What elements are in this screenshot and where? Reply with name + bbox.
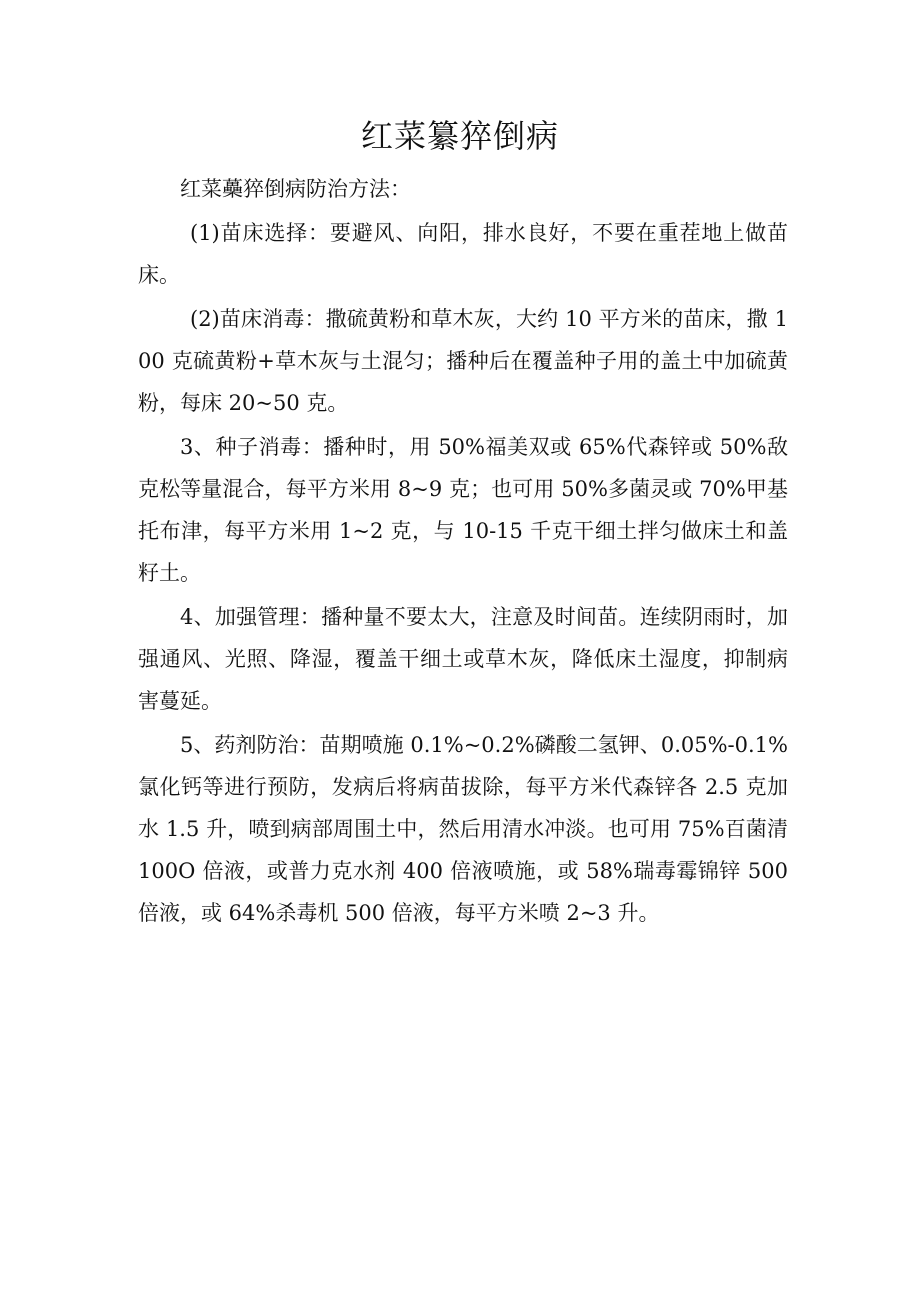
paragraph-management: 4、加强管理：播种量不要太大，注意及时间苗。连续阴雨时，加强通风、光照、降湿，覆盖干细土或草木灰，降低床土湿度，抑制病害蔓延。 [138, 605, 788, 713]
document-body [138, 168, 788, 936]
paragraph-seedbed-selection: (1)苗床选择：要避风、向阳，排水良好，不要在重茬地上做苗床。 [138, 221, 788, 287]
page-title: 红菜纂猝倒病 [360, 117, 559, 155]
paragraph-seedbed-disinfection: (2)苗床消毒：撒硫黄粉和草木灰，大约 10 平方米的苗床，撒 100 克硫黄粉+草木灰与土混匀；播种后在覆盖种子用的盖土中加硫黄粉，每床 20~50 克。 [138, 307, 788, 415]
paragraph-seed-disinfection: 3、种子消毒：播种时，用 50%福美双或 65%代森锌或 50%敌克松等量混合，每平方米用 8~9 克；也可用 50%多菌灵或 70%甲基托布津，每平方米用 1~2 克，与 10-15 千克干细土拌匀做床土和盖籽土。 [138, 435, 788, 585]
paragraph-chemical-control: 5、药剂防治：苗期喷施 0.1%~0.2%磷酸二氢钾、0.05%-0.1%氯化钙等进行预防，发病后将病苗拔除，每平方米代森锌各 2.5 克加水 1.5 升，喷到病部周围土中，然后用清水冲淡。也可用 75%百菌清 100O 倍液，或普力克水剂 400 倍液喷施，或 58%瑞毒霉锦锌 500 倍液，或 64%杀毒机 500 倍液，每平方米喷 2~3 升。 [138, 733, 788, 925]
intro-paragraph: 红菜蘽猝倒病防治方法： [180, 177, 411, 201]
